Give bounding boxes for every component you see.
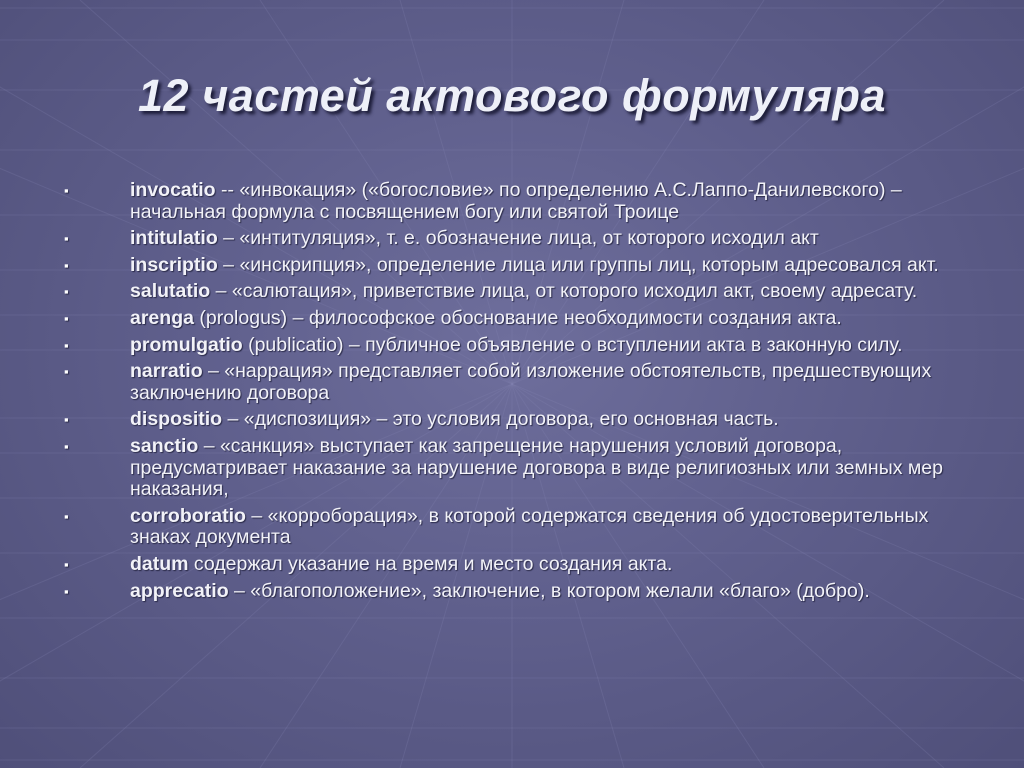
list-item bbox=[58, 308, 978, 330]
square-bullet-icon: ▪ bbox=[64, 438, 69, 454]
item-term: intitulatio bbox=[130, 227, 218, 250]
square-bullet-icon: ▪ bbox=[64, 257, 69, 273]
item-description: – «корроборация», в которой содержатся сведения об удостоверительных знаках документа bbox=[130, 504, 929, 549]
square-bullet-icon: ▪ bbox=[64, 364, 69, 380]
square-bullet-icon: ▪ bbox=[64, 284, 69, 300]
item-term: dispositio bbox=[130, 408, 223, 431]
item-term: datum bbox=[130, 552, 189, 575]
list-item bbox=[58, 255, 978, 277]
square-bullet-icon: ▪ bbox=[64, 556, 69, 572]
item-term: apprecatio bbox=[130, 579, 229, 602]
item-term: invocatio bbox=[130, 179, 216, 201]
item-term: sanctio bbox=[130, 434, 199, 457]
square-bullet-icon: ▪ bbox=[64, 583, 69, 599]
item-term: narratio bbox=[130, 360, 203, 383]
item-term: corroboratio bbox=[130, 504, 246, 527]
item-description: – «диспозиция» – это условия договора, его основная часть. bbox=[222, 408, 779, 431]
item-term: arenga bbox=[130, 306, 194, 329]
item-description: – «санкция» выступает как запрещение нарушения условий договора, предусматривает наказание за нарушение договора в виде религиозных или земных мер наказания, bbox=[130, 434, 943, 501]
item-description: – «салютация», приветствие лица, от которого исходил акт, своему адресату. bbox=[210, 280, 918, 303]
list-item bbox=[58, 506, 978, 549]
square-bullet-icon: ▪ bbox=[64, 508, 69, 524]
item-term: salutatio bbox=[130, 280, 211, 303]
formulary-parts-list bbox=[58, 180, 978, 607]
square-bullet-icon: ▪ bbox=[64, 310, 69, 326]
list-item bbox=[58, 180, 978, 223]
list-item bbox=[58, 281, 978, 303]
list-item bbox=[58, 554, 978, 576]
list-item bbox=[58, 335, 978, 357]
list-item bbox=[58, 581, 978, 603]
square-bullet-icon: ▪ bbox=[64, 183, 69, 198]
item-description: – «инскрипция», определение лица или группы лиц, которым адресовался акт. bbox=[217, 253, 939, 276]
list-item bbox=[58, 409, 978, 431]
item-description: – «благоположение», заключение, в котором желали «благо» (добро). bbox=[228, 579, 870, 602]
list-item bbox=[58, 361, 978, 404]
item-description: (publicatio) – публичное объявление о вступлении акта в законную силу. bbox=[242, 333, 903, 356]
square-bullet-icon: ▪ bbox=[64, 231, 69, 247]
item-term: promulgatio bbox=[130, 333, 243, 356]
item-term: inscriptio bbox=[130, 253, 218, 276]
square-bullet-icon: ▪ bbox=[64, 412, 69, 428]
item-description: -- «инвокация» («богословие» по определению А.С.Лаппо-Данилевского) – начальная формула с посвящением богу или святой Троице bbox=[130, 179, 902, 223]
item-description: – «наррация» представляет собой изложение обстоятельств, предшествующих заключению договора bbox=[130, 360, 932, 404]
item-description: содержал указание на время и место создания акта. bbox=[188, 552, 673, 575]
list-item bbox=[58, 436, 978, 501]
slide-title: 12 частей актового формуляра bbox=[138, 70, 886, 121]
item-description: (prologus) – философское обоснование необходимости создания акта. bbox=[193, 306, 842, 329]
list-item bbox=[58, 228, 978, 250]
item-description: – «интитуляция», т. е. обозначение лица, от которого исходил акт bbox=[217, 227, 819, 250]
square-bullet-icon: ▪ bbox=[64, 337, 69, 353]
